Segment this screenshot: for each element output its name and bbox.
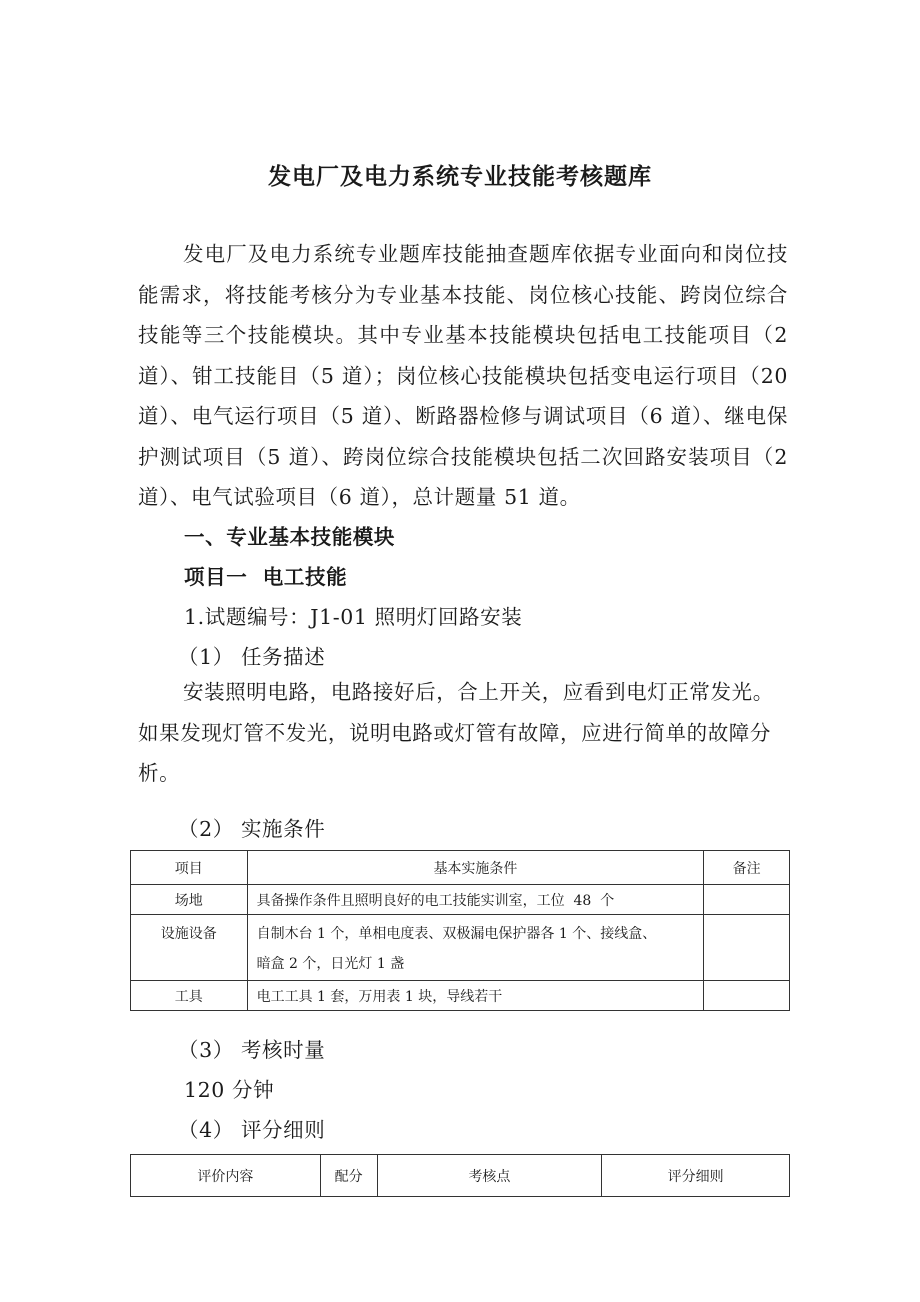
table-row	[131, 885, 790, 915]
task-description: 安装照明电路，电路接好后，合上开关，应看到电灯正常发光。如果发现灯管不发光，说明电路或灯管有故障，应进行简单的故障分析。	[138, 680, 774, 785]
conditions-table	[130, 850, 790, 1011]
row-condition: 电工工具 1 套，万用表 1 块，导线若干	[247, 981, 704, 1011]
header-condition: 基本实施条件	[247, 851, 704, 885]
row-note	[704, 885, 790, 915]
header-checkpoint: 考核点	[377, 1155, 602, 1197]
row-item: 工具	[131, 981, 248, 1011]
project-heading: 项目一 电工技能	[184, 565, 348, 589]
row-item: 设施设备	[131, 915, 248, 981]
row-note	[704, 981, 790, 1011]
row-note	[704, 915, 790, 981]
scoring-heading: （4） 评分细则	[178, 1118, 326, 1142]
scoring-table	[130, 1154, 790, 1197]
row-condition-line1: 自制木台 1 个，单相电度表、双极漏电保护器各 1 个、接线盒、	[256, 926, 657, 942]
header-rules: 评分细则	[602, 1155, 790, 1197]
row-condition: 具备操作条件且照明良好的电工技能实训室，工位 48 个	[247, 885, 704, 915]
header-item: 项目	[131, 851, 248, 885]
page-title: 发电厂及电力系统专业技能考核题库	[268, 164, 652, 190]
conditions-heading: （2） 实施条件	[178, 817, 326, 841]
time-value: 120 分钟	[184, 1078, 275, 1102]
section-heading: 一、专业基本技能模块	[184, 525, 395, 549]
header-points: 配分	[320, 1155, 377, 1197]
row-condition-line2: 暗盒 2 个，日光灯 1 盏	[256, 956, 405, 972]
row-item: 场地	[131, 885, 248, 915]
table-header-row	[131, 1155, 790, 1197]
table-row	[131, 915, 790, 981]
time-heading: （3） 考核时量	[178, 1038, 326, 1062]
table-row	[131, 981, 790, 1011]
header-note: 备注	[704, 851, 790, 885]
table-header-row	[131, 851, 790, 885]
header-content: 评价内容	[131, 1155, 321, 1197]
question-title: 1.试题编号：J1-01 照明灯回路安装	[184, 605, 523, 629]
task-heading: （1） 任务描述	[178, 645, 326, 669]
intro-paragraph: 发电厂及电力系统专业题库技能抽查题库依据专业面向和岗位技能需求，将技能考核分为专业基本技能、岗位核心技能、跨岗位综合技能等三个技能模块。其中专业基本技能模块包括电工技能项目（2道）、钳工技能目（5 道）；岗位核心技能模块包括变电运行项目（20道）、电气运行项目（5 道）、断路器检修与调试项目（6 道）、继电保护测试项目（5 道）、跨岗位综合技能模块包括二次回路安装项目（2道）、电气试验项目（6 道），总计题量 51 道。	[138, 242, 788, 509]
